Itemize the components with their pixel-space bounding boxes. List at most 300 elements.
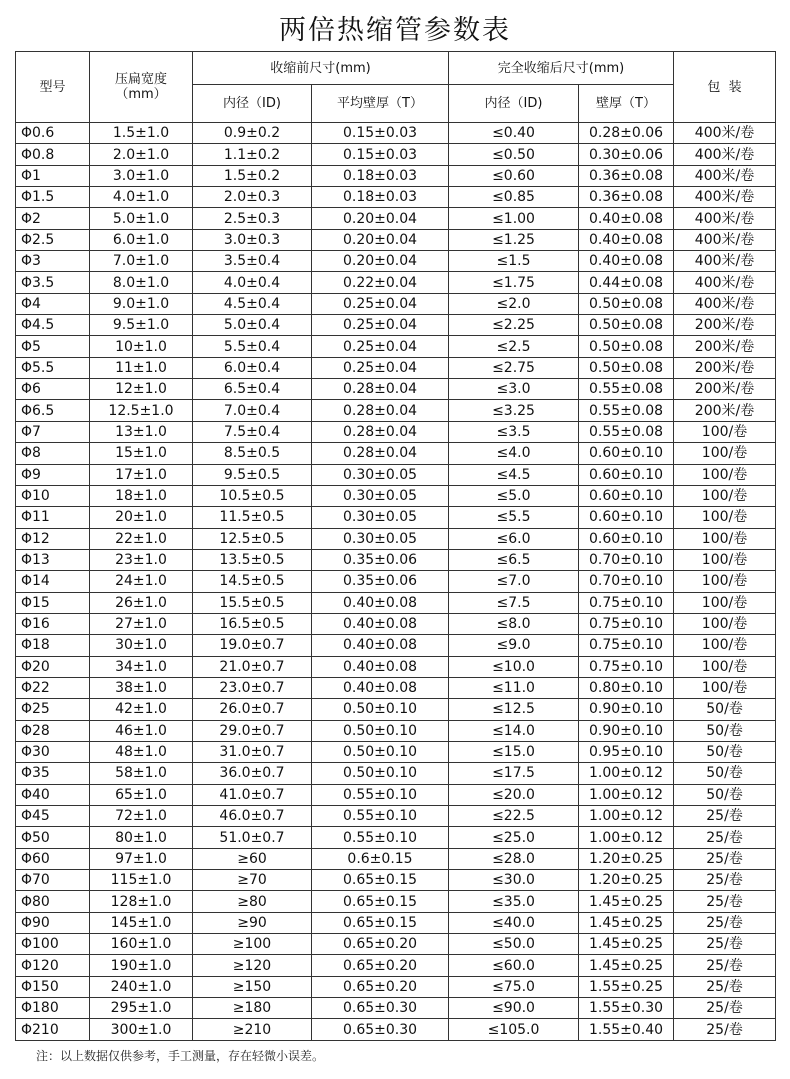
header-flat-width-line1: 压扁宽度	[114, 72, 167, 87]
cell-flat-width: 115±1.0	[90, 870, 193, 891]
cell-after-id: ≤28.0	[449, 848, 579, 869]
cell-packaging: 100/卷	[674, 592, 776, 613]
cell-packaging: 400米/卷	[674, 208, 776, 229]
table-row	[16, 549, 776, 570]
cell-after-id: ≤8.0	[449, 613, 579, 634]
cell-model: Φ12	[16, 528, 90, 549]
cell-before-wall: 0.50±0.10	[312, 720, 449, 741]
header-after-wall: 壁厚（T）	[579, 85, 674, 123]
cell-flat-width: 11±1.0	[90, 357, 193, 378]
cell-after-id: ≤15.0	[449, 741, 579, 762]
table-row	[16, 613, 776, 634]
cell-after-wall: 1.00±0.12	[579, 784, 674, 805]
table-row	[16, 677, 776, 698]
cell-before-wall: 0.65±0.20	[312, 934, 449, 955]
table-row	[16, 229, 776, 250]
cell-after-id: ≤5.0	[449, 485, 579, 506]
cell-flat-width: 72±1.0	[90, 806, 193, 827]
cell-packaging: 100/卷	[674, 443, 776, 464]
cell-before-id: 9.5±0.5	[193, 464, 312, 485]
cell-model: Φ11	[16, 507, 90, 528]
cell-before-wall: 0.65±0.15	[312, 912, 449, 933]
cell-model: Φ9	[16, 464, 90, 485]
cell-model: Φ3.5	[16, 272, 90, 293]
table-row	[16, 464, 776, 485]
cell-before-id: 4.5±0.4	[193, 293, 312, 314]
table-row	[16, 784, 776, 805]
header-after-shrink: 完全收缩后尺寸(mm)	[449, 52, 674, 85]
cell-model: Φ100	[16, 934, 90, 955]
cell-before-id: ≥210	[193, 1019, 312, 1040]
cell-model: Φ3	[16, 251, 90, 272]
cell-packaging: 100/卷	[674, 528, 776, 549]
cell-after-wall: 1.45±0.25	[579, 912, 674, 933]
cell-model: Φ28	[16, 720, 90, 741]
cell-before-id: 0.9±0.2	[193, 123, 312, 144]
cell-before-wall: 0.40±0.08	[312, 656, 449, 677]
table-row	[16, 251, 776, 272]
table-row	[16, 571, 776, 592]
cell-flat-width: 128±1.0	[90, 891, 193, 912]
cell-after-wall: 0.80±0.10	[579, 677, 674, 698]
cell-packaging: 100/卷	[674, 677, 776, 698]
table-row	[16, 443, 776, 464]
cell-before-id: 19.0±0.7	[193, 635, 312, 656]
cell-after-id: ≤12.5	[449, 699, 579, 720]
cell-after-id: ≤105.0	[449, 1019, 579, 1040]
cell-flat-width: 23±1.0	[90, 549, 193, 570]
table-header	[16, 52, 776, 123]
cell-before-wall: 0.65±0.15	[312, 870, 449, 891]
table-row	[16, 934, 776, 955]
cell-before-wall: 0.25±0.04	[312, 336, 449, 357]
cell-after-wall: 1.55±0.25	[579, 976, 674, 997]
cell-before-id: 14.5±0.5	[193, 571, 312, 592]
cell-flat-width: 48±1.0	[90, 741, 193, 762]
cell-after-id: ≤0.60	[449, 165, 579, 186]
cell-after-wall: 0.95±0.10	[579, 741, 674, 762]
cell-after-id: ≤20.0	[449, 784, 579, 805]
cell-packaging: 25/卷	[674, 955, 776, 976]
cell-after-wall: 0.75±0.10	[579, 592, 674, 613]
cell-model: Φ7	[16, 421, 90, 442]
cell-before-wall: 0.65±0.30	[312, 1019, 449, 1040]
cell-packaging: 400米/卷	[674, 123, 776, 144]
cell-flat-width: 7.0±1.0	[90, 251, 193, 272]
cell-packaging: 50/卷	[674, 699, 776, 720]
cell-packaging: 50/卷	[674, 784, 776, 805]
cell-after-id: ≤25.0	[449, 827, 579, 848]
table-row	[16, 336, 776, 357]
cell-after-wall: 0.60±0.10	[579, 464, 674, 485]
cell-flat-width: 18±1.0	[90, 485, 193, 506]
cell-before-id: ≥100	[193, 934, 312, 955]
cell-model: Φ20	[16, 656, 90, 677]
cell-before-id: 21.0±0.7	[193, 656, 312, 677]
cell-before-wall: 0.25±0.04	[312, 315, 449, 336]
cell-model: Φ5.5	[16, 357, 90, 378]
cell-packaging: 400米/卷	[674, 165, 776, 186]
table-row	[16, 400, 776, 421]
cell-flat-width: 22±1.0	[90, 528, 193, 549]
cell-packaging: 50/卷	[674, 763, 776, 784]
cell-model: Φ15	[16, 592, 90, 613]
cell-before-id: ≥80	[193, 891, 312, 912]
cell-before-id: 36.0±0.7	[193, 763, 312, 784]
header-flat-width-line2: （mm）	[115, 87, 167, 102]
table-row	[16, 187, 776, 208]
cell-before-id: 23.0±0.7	[193, 677, 312, 698]
cell-model: Φ5	[16, 336, 90, 357]
cell-before-wall: 0.30±0.05	[312, 485, 449, 506]
cell-after-wall: 0.70±0.10	[579, 549, 674, 570]
cell-model: Φ70	[16, 870, 90, 891]
cell-model: Φ22	[16, 677, 90, 698]
cell-flat-width: 190±1.0	[90, 955, 193, 976]
cell-model: Φ45	[16, 806, 90, 827]
cell-flat-width: 12.5±1.0	[90, 400, 193, 421]
cell-packaging: 200米/卷	[674, 315, 776, 336]
cell-after-wall: 0.75±0.10	[579, 656, 674, 677]
table-row	[16, 827, 776, 848]
cell-before-id: 2.5±0.3	[193, 208, 312, 229]
table-row	[16, 528, 776, 549]
cell-model: Φ18	[16, 635, 90, 656]
cell-model: Φ25	[16, 699, 90, 720]
cell-before-wall: 0.50±0.10	[312, 763, 449, 784]
cell-packaging: 400米/卷	[674, 293, 776, 314]
cell-before-wall: 0.25±0.04	[312, 293, 449, 314]
cell-packaging: 25/卷	[674, 912, 776, 933]
cell-packaging: 100/卷	[674, 507, 776, 528]
table-row	[16, 592, 776, 613]
cell-model: Φ50	[16, 827, 90, 848]
cell-packaging: 25/卷	[674, 870, 776, 891]
cell-before-id: 46.0±0.7	[193, 806, 312, 827]
table-row	[16, 806, 776, 827]
table-row	[16, 912, 776, 933]
cell-before-wall: 0.18±0.03	[312, 165, 449, 186]
cell-before-wall: 0.55±0.10	[312, 827, 449, 848]
cell-before-id: 15.5±0.5	[193, 592, 312, 613]
cell-flat-width: 12±1.0	[90, 379, 193, 400]
cell-after-wall: 0.90±0.10	[579, 720, 674, 741]
cell-flat-width: 80±1.0	[90, 827, 193, 848]
cell-model: Φ0.8	[16, 144, 90, 165]
cell-before-id: 11.5±0.5	[193, 507, 312, 528]
cell-before-id: ≥150	[193, 976, 312, 997]
cell-before-id: ≥120	[193, 955, 312, 976]
cell-before-wall: 0.28±0.04	[312, 400, 449, 421]
cell-flat-width: 2.0±1.0	[90, 144, 193, 165]
table-row	[16, 848, 776, 869]
cell-after-wall: 0.60±0.10	[579, 485, 674, 506]
cell-after-id: ≤17.5	[449, 763, 579, 784]
cell-before-wall: 0.40±0.08	[312, 635, 449, 656]
cell-after-id: ≤3.0	[449, 379, 579, 400]
cell-before-wall: 0.65±0.20	[312, 976, 449, 997]
table-row	[16, 144, 776, 165]
cell-after-id: ≤0.50	[449, 144, 579, 165]
table-row	[16, 507, 776, 528]
cell-before-id: 6.5±0.4	[193, 379, 312, 400]
cell-flat-width: 97±1.0	[90, 848, 193, 869]
cell-before-id: 10.5±0.5	[193, 485, 312, 506]
cell-packaging: 100/卷	[674, 635, 776, 656]
cell-flat-width: 30±1.0	[90, 635, 193, 656]
cell-before-id: 16.5±0.5	[193, 613, 312, 634]
cell-after-wall: 0.60±0.10	[579, 528, 674, 549]
cell-flat-width: 58±1.0	[90, 763, 193, 784]
table-row	[16, 699, 776, 720]
cell-before-id: ≥70	[193, 870, 312, 891]
cell-flat-width: 3.0±1.0	[90, 165, 193, 186]
cell-after-wall: 0.75±0.10	[579, 613, 674, 634]
cell-after-wall: 0.55±0.08	[579, 421, 674, 442]
cell-before-id: 5.0±0.4	[193, 315, 312, 336]
cell-packaging: 100/卷	[674, 421, 776, 442]
cell-flat-width: 27±1.0	[90, 613, 193, 634]
cell-before-id: 26.0±0.7	[193, 699, 312, 720]
cell-before-wall: 0.20±0.04	[312, 251, 449, 272]
table-row	[16, 272, 776, 293]
header-flat-width	[90, 52, 193, 123]
cell-flat-width: 160±1.0	[90, 934, 193, 955]
cell-after-wall: 0.30±0.06	[579, 144, 674, 165]
cell-flat-width: 145±1.0	[90, 912, 193, 933]
cell-model: Φ4.5	[16, 315, 90, 336]
cell-before-id: 5.5±0.4	[193, 336, 312, 357]
cell-packaging: 25/卷	[674, 848, 776, 869]
cell-after-wall: 0.50±0.08	[579, 293, 674, 314]
cell-after-wall: 0.36±0.08	[579, 187, 674, 208]
cell-before-wall: 0.40±0.08	[312, 592, 449, 613]
cell-flat-width: 240±1.0	[90, 976, 193, 997]
cell-packaging: 400米/卷	[674, 272, 776, 293]
cell-after-wall: 0.50±0.08	[579, 315, 674, 336]
cell-flat-width: 26±1.0	[90, 592, 193, 613]
cell-before-id: 7.0±0.4	[193, 400, 312, 421]
cell-before-wall: 0.20±0.04	[312, 208, 449, 229]
cell-model: Φ180	[16, 998, 90, 1019]
table-row	[16, 485, 776, 506]
cell-after-wall: 1.20±0.25	[579, 848, 674, 869]
cell-after-id: ≤40.0	[449, 912, 579, 933]
cell-before-id: 51.0±0.7	[193, 827, 312, 848]
cell-before-wall: 0.6±0.15	[312, 848, 449, 869]
table-row	[16, 870, 776, 891]
header-before-wall: 平均壁厚（T）	[312, 85, 449, 123]
cell-after-id: ≤35.0	[449, 891, 579, 912]
cell-packaging: 100/卷	[674, 464, 776, 485]
cell-after-wall: 0.28±0.06	[579, 123, 674, 144]
table-row	[16, 955, 776, 976]
cell-after-wall: 0.75±0.10	[579, 635, 674, 656]
table-row	[16, 763, 776, 784]
cell-after-id: ≤2.5	[449, 336, 579, 357]
cell-model: Φ35	[16, 763, 90, 784]
cell-after-wall: 0.50±0.08	[579, 336, 674, 357]
cell-packaging: 25/卷	[674, 1019, 776, 1040]
cell-after-wall: 0.55±0.08	[579, 400, 674, 421]
table-row	[16, 1019, 776, 1040]
cell-after-id: ≤6.0	[449, 528, 579, 549]
cell-before-id: 8.5±0.5	[193, 443, 312, 464]
cell-after-wall: 0.40±0.08	[579, 251, 674, 272]
cell-model: Φ2	[16, 208, 90, 229]
cell-after-id: ≤22.5	[449, 806, 579, 827]
cell-after-id: ≤50.0	[449, 934, 579, 955]
cell-after-wall: 1.00±0.12	[579, 827, 674, 848]
cell-before-wall: 0.55±0.10	[312, 806, 449, 827]
cell-packaging: 100/卷	[674, 571, 776, 592]
cell-after-id: ≤7.5	[449, 592, 579, 613]
cell-before-wall: 0.65±0.30	[312, 998, 449, 1019]
cell-after-wall: 1.00±0.12	[579, 763, 674, 784]
cell-after-wall: 0.36±0.08	[579, 165, 674, 186]
cell-before-wall: 0.50±0.10	[312, 741, 449, 762]
cell-after-id: ≤0.85	[449, 187, 579, 208]
cell-flat-width: 4.0±1.0	[90, 187, 193, 208]
cell-flat-width: 38±1.0	[90, 677, 193, 698]
cell-flat-width: 15±1.0	[90, 443, 193, 464]
cell-after-id: ≤60.0	[449, 955, 579, 976]
cell-model: Φ10	[16, 485, 90, 506]
cell-packaging: 100/卷	[674, 549, 776, 570]
cell-before-wall: 0.28±0.04	[312, 379, 449, 400]
header-model: 型号	[16, 52, 90, 123]
cell-flat-width: 24±1.0	[90, 571, 193, 592]
table-row	[16, 208, 776, 229]
cell-before-wall: 0.30±0.05	[312, 528, 449, 549]
cell-before-id: 3.0±0.3	[193, 229, 312, 250]
cell-after-id: ≤75.0	[449, 976, 579, 997]
cell-before-wall: 0.35±0.06	[312, 549, 449, 570]
cell-after-wall: 0.55±0.08	[579, 379, 674, 400]
table-row	[16, 357, 776, 378]
cell-packaging: 200米/卷	[674, 379, 776, 400]
cell-model: Φ90	[16, 912, 90, 933]
cell-flat-width: 10±1.0	[90, 336, 193, 357]
cell-packaging: 200米/卷	[674, 336, 776, 357]
cell-before-id: 7.5±0.4	[193, 421, 312, 442]
cell-after-wall: 0.40±0.08	[579, 208, 674, 229]
cell-before-wall: 0.55±0.10	[312, 784, 449, 805]
cell-after-wall: 0.60±0.10	[579, 507, 674, 528]
cell-model: Φ30	[16, 741, 90, 762]
cell-after-id: ≤6.5	[449, 549, 579, 570]
cell-after-wall: 1.55±0.30	[579, 998, 674, 1019]
cell-after-id: ≤1.5	[449, 251, 579, 272]
cell-packaging: 100/卷	[674, 485, 776, 506]
header-after-id: 内径（ID)	[449, 85, 579, 123]
cell-model: Φ4	[16, 293, 90, 314]
cell-flat-width: 46±1.0	[90, 720, 193, 741]
cell-before-id: 41.0±0.7	[193, 784, 312, 805]
cell-after-id: ≤3.5	[449, 421, 579, 442]
table-row	[16, 421, 776, 442]
cell-before-wall: 0.40±0.08	[312, 613, 449, 634]
cell-flat-width: 1.5±1.0	[90, 123, 193, 144]
cell-before-id: 4.0±0.4	[193, 272, 312, 293]
cell-packaging: 25/卷	[674, 827, 776, 848]
cell-flat-width: 6.0±1.0	[90, 229, 193, 250]
cell-packaging: 50/卷	[674, 720, 776, 741]
cell-before-wall: 0.15±0.03	[312, 123, 449, 144]
cell-after-id: ≤0.40	[449, 123, 579, 144]
page-title: 两倍热缩管参数表	[279, 15, 511, 46]
cell-model: Φ40	[16, 784, 90, 805]
cell-before-id: 29.0±0.7	[193, 720, 312, 741]
cell-packaging: 400米/卷	[674, 187, 776, 208]
cell-after-id: ≤2.75	[449, 357, 579, 378]
cell-after-wall: 0.70±0.10	[579, 571, 674, 592]
table-row	[16, 123, 776, 144]
cell-packaging: 100/卷	[674, 613, 776, 634]
cell-model: Φ1	[16, 165, 90, 186]
cell-model: Φ80	[16, 891, 90, 912]
footnote: 注：以上数据仅供参考，手工测量，存在轻微小误差。	[36, 1049, 325, 1063]
cell-model: Φ6	[16, 379, 90, 400]
cell-after-id: ≤10.0	[449, 656, 579, 677]
cell-before-id: 2.0±0.3	[193, 187, 312, 208]
cell-model: Φ6.5	[16, 400, 90, 421]
cell-before-id: 3.5±0.4	[193, 251, 312, 272]
cell-after-wall: 1.55±0.40	[579, 1019, 674, 1040]
cell-before-id: 13.5±0.5	[193, 549, 312, 570]
cell-after-wall: 1.20±0.25	[579, 870, 674, 891]
table-row	[16, 379, 776, 400]
cell-after-id: ≤9.0	[449, 635, 579, 656]
cell-before-wall: 0.65±0.15	[312, 891, 449, 912]
cell-before-id: 1.1±0.2	[193, 144, 312, 165]
cell-model: Φ16	[16, 613, 90, 634]
table-row	[16, 891, 776, 912]
cell-flat-width: 13±1.0	[90, 421, 193, 442]
cell-after-wall: 1.00±0.12	[579, 806, 674, 827]
table-row	[16, 741, 776, 762]
cell-after-id: ≤1.75	[449, 272, 579, 293]
cell-after-id: ≤5.5	[449, 507, 579, 528]
table-row	[16, 293, 776, 314]
cell-before-id: ≥180	[193, 998, 312, 1019]
cell-after-wall: 0.60±0.10	[579, 443, 674, 464]
cell-flat-width: 9.0±1.0	[90, 293, 193, 314]
table-body	[16, 123, 776, 1041]
cell-flat-width: 8.0±1.0	[90, 272, 193, 293]
cell-model: Φ150	[16, 976, 90, 997]
cell-before-wall: 0.40±0.08	[312, 677, 449, 698]
cell-before-wall: 0.50±0.10	[312, 699, 449, 720]
cell-model: Φ14	[16, 571, 90, 592]
cell-packaging: 25/卷	[674, 998, 776, 1019]
table-row	[16, 976, 776, 997]
cell-after-wall: 0.44±0.08	[579, 272, 674, 293]
cell-flat-width: 42±1.0	[90, 699, 193, 720]
cell-after-id: ≤11.0	[449, 677, 579, 698]
cell-before-id: 31.0±0.7	[193, 741, 312, 762]
cell-before-wall: 0.30±0.05	[312, 464, 449, 485]
header-packaging: 包 装	[674, 52, 776, 123]
cell-before-id: ≥60	[193, 848, 312, 869]
cell-after-id: ≤1.25	[449, 229, 579, 250]
cell-packaging: 200米/卷	[674, 400, 776, 421]
cell-after-id: ≤4.5	[449, 464, 579, 485]
cell-model: Φ8	[16, 443, 90, 464]
table-row	[16, 315, 776, 336]
cell-after-wall: 1.45±0.25	[579, 955, 674, 976]
table-row	[16, 720, 776, 741]
